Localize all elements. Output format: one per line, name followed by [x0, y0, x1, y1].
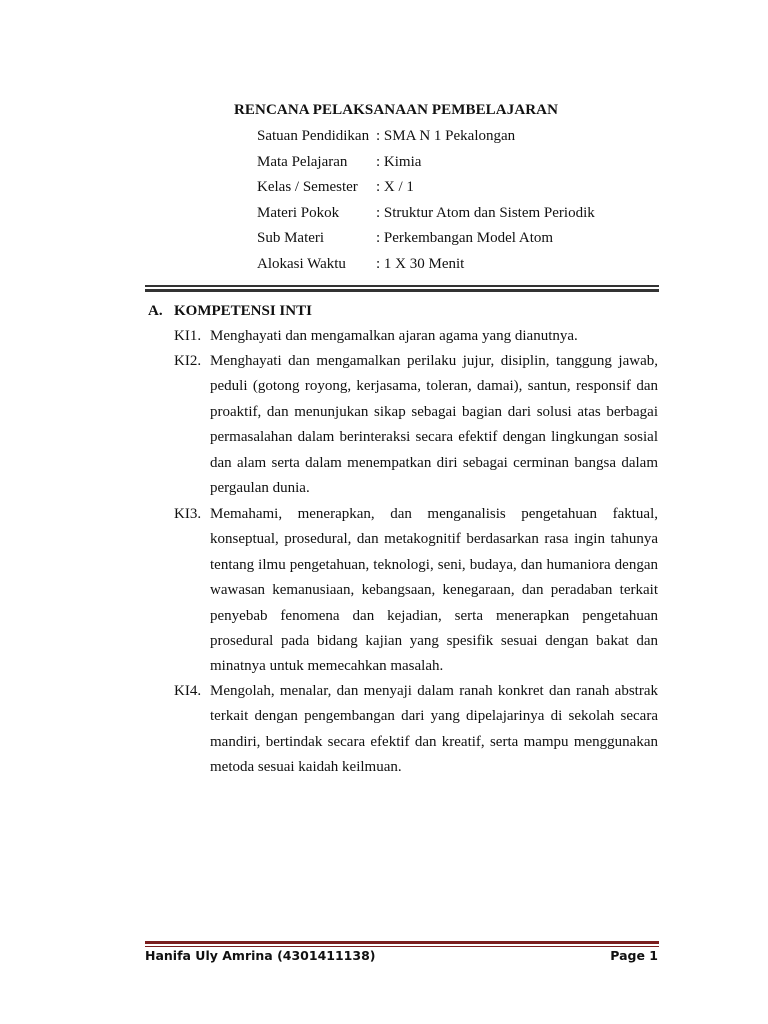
info-label: Kelas / Semester	[257, 179, 358, 195]
section-letter: A.	[148, 303, 163, 319]
info-value: : SMA N 1 Pekalongan	[376, 128, 516, 144]
ki-text: Menghayati dan mengamalkan perilaku jujur, disiplin, tanggung jawab, peduli (gotong royong, kerjasama, toleran, damai), santun, responsif dan proaktif, dan menunjukan sikap sebagai bagian dari solusi atas berbagai permasalahan dalam berinteraksi secara efektif dengan lingkungan sosial dan alam serta dalam menempatkan diri sebagai cerminan bangsa dalam pergaulan dunia.	[210, 353, 658, 497]
ki-text: Mengolah, menalar, dan menyaji dalam ranah konkret dan ranah abstrak terkait dengan pengembangan dari yang dipelajarinya di sekolah secara mandiri, bertindak secara efektif dan kreatif, serta mampu menggunakan metoda sesuai kaidah keilmuan.	[210, 683, 658, 776]
info-value: : Perkembangan Model Atom	[376, 230, 554, 246]
ki-item-1	[174, 328, 658, 349]
info-value: : X / 1	[376, 179, 414, 195]
footer-divider-thick	[145, 941, 659, 944]
footer-divider-thin	[145, 946, 659, 947]
ki-number: KI3.	[174, 506, 202, 522]
ki-number: KI4.	[174, 683, 202, 699]
document-title: RENCANA PELAKSANAAN PEMBELAJARAN	[234, 102, 559, 118]
info-value: : Struktur Atom dan Sistem Periodik	[376, 204, 595, 221]
header-divider-thin	[145, 285, 659, 287]
footer-page-number: Page 1	[610, 948, 658, 963]
info-value: : 1 X 30 Menit	[376, 255, 465, 272]
section-heading-kompetensi-inti	[148, 303, 312, 320]
section-title: KOMPETENSI INTI	[174, 303, 312, 319]
info-label: Sub Materi	[257, 230, 325, 246]
ki-item-4	[174, 683, 658, 781]
footer-author: Hanifa Uly Amrina (4301411138)	[145, 948, 376, 963]
info-label: Materi Pokok	[257, 204, 340, 221]
info-value: : Kimia	[376, 153, 422, 170]
info-label: Alokasi Waktu	[257, 255, 346, 272]
ki-item-2	[174, 353, 658, 501]
ki-number: KI2.	[174, 353, 202, 369]
header-divider-thick	[145, 289, 659, 292]
ki-number: KI1.	[174, 328, 202, 344]
ki-text: Memahami, menerapkan, dan menganalisis pengetahuan faktual, konseptual, prosedural, dan metakognitif berdasarkan rasa ingin tahunya tentang ilmu pengetahuan, teknologi, seni, budaya, dan humaniora dengan wawasan kemanusiaan, kebangsaan, kenegaraan, dan peradaban terkait penyebab fenomena dan kejadian, serta menerapkan pengetahuan prosedural pada bidang kajian yang spesifik sesuai dengan bakat dan minatnya untuk memecahkan masalah.	[210, 506, 658, 675]
ki-text: Menghayati dan mengamalkan ajaran agama yang dianutnya.	[210, 328, 578, 344]
ki-item-3	[174, 506, 658, 680]
info-label: Satuan Pendidikan	[257, 128, 370, 144]
info-label: Mata Pelajaran	[257, 153, 348, 170]
